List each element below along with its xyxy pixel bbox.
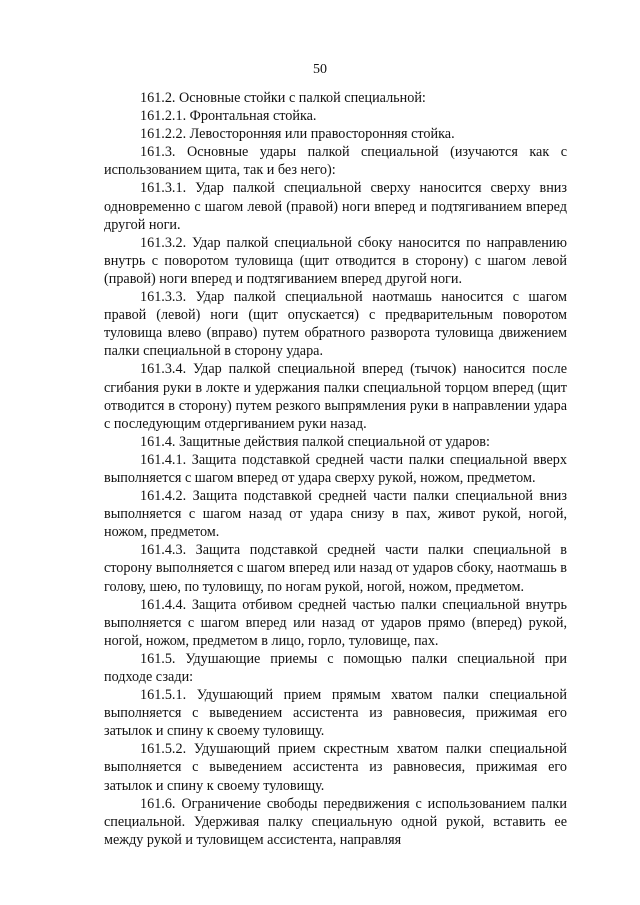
paragraph-161-6: 161.6. Ограничение свободы передвижения с использованием палки специальной. Удерживая палку специальную одной рукой, вставить ее между рукой и туловищем ассистента, направляя bbox=[104, 795, 567, 848]
paragraph-161-5-1: 161.5.1. Удушающий прием прямым хватом палки специальной выполняется с выведением ассистента из равновесия, прижимая его затылок и спину к своему туловищу. bbox=[104, 687, 567, 740]
paragraph-161-2-1: 161.2.1. Фронтальная стойка. bbox=[140, 108, 317, 125]
paragraph-161-4-2: 161.4.2. Защита подставкой средней части палки специальной вниз выполняется с шагом назад от удара снизу в пах, живот рукой, ногой, ножом, предметом. bbox=[104, 488, 567, 541]
paragraph-161-5: 161.5. Удушающие приемы с помощью палки специальной при подходе сзади: bbox=[104, 650, 567, 685]
paragraph-161-4: 161.4. Защитные действия палкой специальной от ударов: bbox=[140, 433, 490, 450]
paragraph-161-2: 161.2. Основные стойки с палкой специальной: bbox=[140, 90, 426, 106]
paragraph-161-4-1: 161.4.1. Защита подставкой средней части палки специальной вверх выполняется с шагом вперед от удара сверху рукой, ножом, предметом. bbox=[104, 451, 567, 486]
page-number: 50 bbox=[313, 62, 327, 77]
paragraph-161-5-2: 161.5.2. Удушающий прием скрестным хватом палки специальной выполняется с выведением ассистента из равновесия, прижимая его затылок и спину к своему туловищу. bbox=[104, 741, 567, 794]
paragraph-161-3-3: 161.3.3. Удар палкой специальной наотмашь наносится с шагом правой (левой) ноги (щит опускается) с предварительным поворотом туловища влево (вправо) путем обратного разворота туловища движением палки специальной в сторону удара. bbox=[104, 289, 567, 360]
paragraph-161-3-4: 161.3.4. Удар палкой специальной вперед (тычок) наносится после сгибания руки в локте и удержания палки специальной торцом вперед (щит отводится в сторону) путем резкого выпрямления руки в направлении удара с последующим отдергиванием руки назад. bbox=[104, 361, 567, 432]
paragraph-161-3-1: 161.3.1. Удар палкой специальной сверху наносится сверху вниз одновременно с шагом левой (правой) ноги вперед и подтягиванием вперед другой ноги. bbox=[104, 180, 567, 233]
paragraph-161-4-4: 161.4.4. Защита отбивом средней частью палки специальной внутрь выполняется с шагом вперед или назад от ударов прямо (вперед) рукой, ногой, ножом, предметом в лицо, горло, туловище, пах. bbox=[104, 596, 567, 649]
paragraph-161-2-2: 161.2.2. Левосторонняя или правосторонняя стойка. bbox=[140, 126, 455, 143]
paragraph-161-3: 161.3. Основные удары палкой специальной (изучаются как с использованием щита, так и без него): bbox=[104, 144, 567, 179]
paragraph-161-3-2: 161.3.2. Удар палкой специальной сбоку наносится по направлению внутрь с поворотом туловища (щит отводится в сторону) с шагом левой (правой) ноги вперед и подтягиванием вперед другой ноги. bbox=[104, 234, 567, 287]
document-body bbox=[104, 89, 567, 849]
paragraph-161-4-3: 161.4.3. Защита подставкой средней части палки специальной в сторону выполняется с шагом вперед или назад от ударов сбоку, наотмашь в голову, шею, по туловищу, по ногам рукой, ногой, ножом, предметом. bbox=[104, 542, 567, 595]
